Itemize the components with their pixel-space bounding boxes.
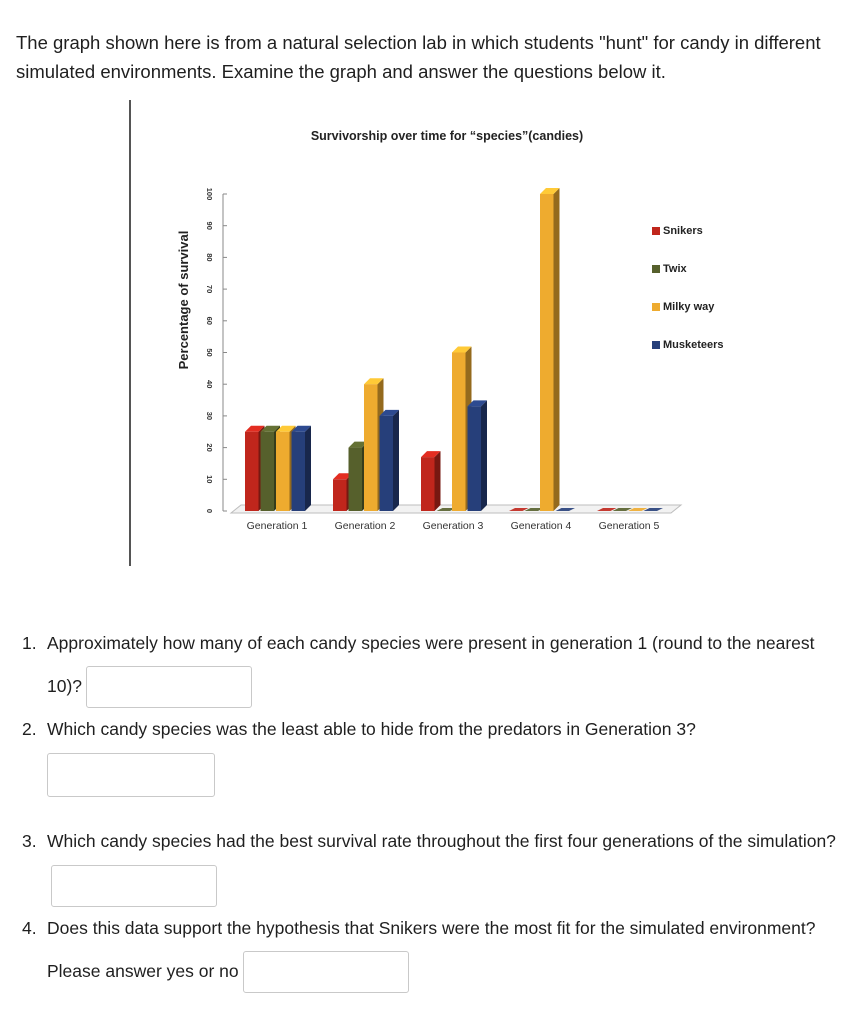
bar-snikers-generation-1 <box>245 432 259 511</box>
legend-swatch-snikers <box>652 227 660 235</box>
bar-milky-way-generation-3 <box>452 353 466 512</box>
x-tick-label-1: Generation 1 <box>246 520 308 532</box>
y-tick-label-60: 60 <box>205 316 215 325</box>
legend-swatch-musketeers <box>652 341 660 349</box>
legend-label-milky-way: Milky way <box>663 300 715 313</box>
bar-musketeers-generation-3 <box>468 406 482 511</box>
question-1-answer-input[interactable] <box>86 666 252 708</box>
question-1-text <box>22 622 852 708</box>
survivorship-chart <box>129 100 755 566</box>
bar-musketeers-generation-2 <box>380 416 394 511</box>
y-tick-label-50: 50 <box>205 348 215 357</box>
y-tick-label-40: 40 <box>205 380 215 389</box>
x-tick-label-3: Generation 3 <box>422 520 484 532</box>
legend-label-snikers: Snikers <box>663 224 703 237</box>
bar-side-musketeers-generation-1 <box>305 426 311 511</box>
question-4-text <box>22 907 852 993</box>
legend-swatch-twix <box>652 265 660 273</box>
y-tick-label-20: 20 <box>205 443 215 452</box>
question-4 <box>22 907 852 993</box>
chart-title: Survivorship over time for “species”(candies) <box>310 129 584 143</box>
question-1-number: 1. <box>22 633 37 653</box>
question-4-prompt: Does this data support the hypothesis that Snikers were the most fit for the simulated environment? Please answer yes or no <box>47 917 816 981</box>
y-tick-label-80: 80 <box>205 253 215 262</box>
question-1 <box>22 622 852 708</box>
bar-side-milky-way-generation-4 <box>554 188 560 511</box>
legend-label-twix: Twix <box>663 262 687 275</box>
question-2 <box>22 708 852 797</box>
bar-twix-generation-1 <box>261 432 275 511</box>
y-tick-label-0: 0 <box>205 508 215 514</box>
question-3-answer-input[interactable] <box>51 865 217 907</box>
bar-milky-way-generation-2 <box>364 384 378 511</box>
bar-side-musketeers-generation-3 <box>481 400 487 511</box>
x-tick-label-5: Generation 5 <box>598 520 660 532</box>
y-tick-label-30: 30 <box>205 411 215 421</box>
bar-side-snikers-generation-3 <box>435 451 441 511</box>
y-tick-label-10: 10 <box>205 475 215 484</box>
question-3-number: 3. <box>22 831 37 852</box>
question-2-number: 2. <box>22 719 37 740</box>
bar-milky-way-generation-4 <box>540 194 554 511</box>
bar-side-musketeers-generation-2 <box>393 410 399 511</box>
question-4-number: 4. <box>22 917 37 938</box>
bar-twix-generation-2 <box>349 448 363 511</box>
y-tick-label-70: 70 <box>205 284 215 294</box>
bar-snikers-generation-2 <box>333 479 347 511</box>
y-tick-label-100: 100 <box>205 187 215 201</box>
x-tick-label-2: Generation 2 <box>334 520 396 532</box>
bar-milky-way-generation-1 <box>276 432 290 511</box>
bar-musketeers-generation-1 <box>292 432 306 511</box>
question-4-answer-input[interactable] <box>243 951 409 993</box>
question-3-prompt: Which candy species had the best survival rate throughout the first four generations of the simulation? <box>47 831 836 852</box>
bar-snikers-generation-3 <box>421 457 435 511</box>
question-1-prompt: Approximately how many of each candy species were present in generation 1 (round to the nearest 10)? <box>47 633 815 696</box>
legend-swatch-milky-way <box>652 303 660 311</box>
question-3-text <box>22 820 852 906</box>
x-tick-label-4: Generation 4 <box>510 520 572 532</box>
question-3 <box>22 820 852 906</box>
question-2-answer-input[interactable] <box>47 753 215 797</box>
chart-svg <box>131 100 755 566</box>
y-tick-label-90: 90 <box>205 221 215 230</box>
question-list <box>22 622 852 993</box>
y-axis-label: Percentage of survival <box>176 230 191 370</box>
legend-label-musketeers: Musketeers <box>663 338 724 351</box>
question-2-prompt: Which candy species was the least able to hide from the predators in Generation 3? <box>47 719 696 740</box>
instructions-text: The graph shown here is from a natural selection lab in which students "hunt" for candy in different simulated environments. Examine the graph and answer the questions below it. <box>16 32 821 82</box>
